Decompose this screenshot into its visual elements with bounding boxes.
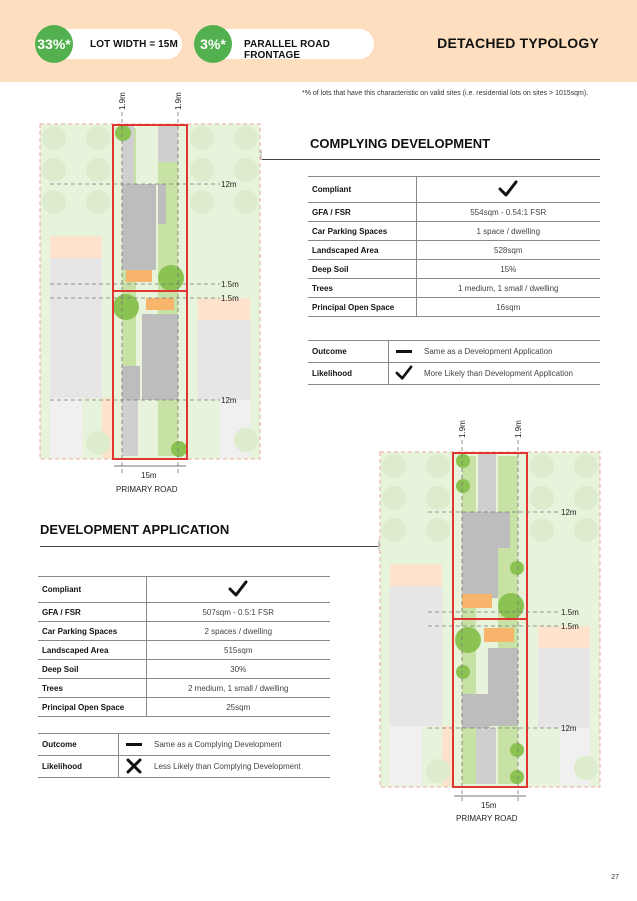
separation-lower-label: 1.5m [221, 294, 239, 303]
check-icon [228, 580, 248, 598]
development-title: DEVELOPMENT APPLICATION [40, 522, 230, 537]
development-outcome-table [38, 733, 330, 778]
check-icon [498, 180, 518, 198]
row-label: Car Parking Spaces [38, 622, 146, 641]
development-table [38, 576, 330, 717]
table-row [38, 577, 330, 603]
side-setback-right-label: 1.9m [514, 420, 523, 438]
row-label: Compliant [38, 577, 146, 603]
dash-icon [118, 734, 150, 756]
row-label: Landscaped Area [308, 241, 416, 260]
complying-title: COMPLYING DEVELOPMENT [310, 136, 491, 151]
complying-site-diagram [30, 88, 270, 500]
cross-icon [118, 756, 150, 778]
row-value [146, 577, 330, 603]
row-value: 515sqm [146, 641, 330, 660]
likelihood-label: Likelihood [38, 756, 118, 778]
separation-upper-label: 1.5m [221, 280, 239, 289]
development-connector [376, 540, 382, 554]
outcome-label: Outcome [38, 734, 118, 756]
road-frontage-label: PARALLEL ROAD FRONTAGE [244, 39, 330, 61]
table-row [38, 622, 330, 641]
table-row [308, 177, 600, 203]
row-value: 2 medium, 1 small / dwelling [146, 679, 330, 698]
table-row [308, 298, 600, 317]
front-setback-label: 12m [221, 180, 237, 189]
row-value: 25sqm [146, 698, 330, 717]
separation-upper-label: 1.5m [561, 608, 579, 617]
row-label: GFA / FSR [308, 203, 416, 222]
road-frontage-percent-badge: 3%* [194, 25, 232, 63]
header-band [0, 0, 637, 82]
complying-outcome-table [308, 340, 600, 385]
table-row [308, 260, 600, 279]
table-row [308, 363, 600, 385]
row-value [416, 177, 600, 203]
development-site-diagram [370, 416, 610, 828]
table-row [308, 341, 600, 363]
lot-width-percent-badge: 33%* [35, 25, 73, 63]
complying-title-rule [262, 159, 600, 160]
row-value: 1 space / dwelling [416, 222, 600, 241]
row-label: Principal Open Space [38, 698, 146, 717]
row-label: GFA / FSR [38, 603, 146, 622]
table-row [38, 603, 330, 622]
table-row [308, 203, 600, 222]
table-row [308, 222, 600, 241]
rear-setback-label: 12m [561, 724, 577, 733]
side-setback-left-label: 1.9m [118, 92, 127, 110]
table-row [38, 734, 330, 756]
row-value: 1 medium, 1 small / dwelling [416, 279, 600, 298]
side-setback-left-label: 1.9m [458, 420, 467, 438]
row-label: Trees [38, 679, 146, 698]
row-label: Landscaped Area [38, 641, 146, 660]
row-value: 507sqm - 0.5:1 FSR [146, 603, 330, 622]
complying-table [308, 176, 600, 317]
development-title-rule [40, 546, 378, 547]
lot-width-dimension: 15m [481, 801, 497, 810]
primary-road-label: PRIMARY ROAD [456, 814, 518, 823]
lot-width-dimension: 15m [141, 471, 157, 480]
row-label: Car Parking Spaces [308, 222, 416, 241]
row-value: 528sqm [416, 241, 600, 260]
likelihood-text: Less Likely than Complying Development [150, 756, 330, 778]
outcome-text: Same as a Complying Development [150, 734, 330, 756]
likelihood-label: Likelihood [308, 363, 388, 385]
lot-width-label: LOT WIDTH = 15M [90, 39, 178, 50]
row-value: 16sqm [416, 298, 600, 317]
typology-title: DETACHED TYPOLOGY [437, 35, 599, 51]
table-row [308, 279, 600, 298]
front-setback-label: 12m [561, 508, 577, 517]
table-row [38, 756, 330, 778]
separation-lower-label: 1.5m [561, 622, 579, 631]
rear-setback-label: 12m [221, 396, 237, 405]
complying-connector [258, 150, 264, 164]
side-setback-right-label: 1.9m [174, 92, 183, 110]
outcome-label: Outcome [308, 341, 388, 363]
row-value: 2 spaces / dwelling [146, 622, 330, 641]
page-number: 27 [611, 874, 619, 881]
table-row [38, 679, 330, 698]
row-label: Compliant [308, 177, 416, 203]
dash-icon [388, 341, 420, 363]
row-value: 554sqm - 0.54:1 FSR [416, 203, 600, 222]
row-value: 15% [416, 260, 600, 279]
row-label: Deep Soil [308, 260, 416, 279]
outcome-text: Same as a Development Application [420, 341, 600, 363]
table-row [38, 641, 330, 660]
primary-road-label: PRIMARY ROAD [116, 485, 178, 494]
row-label: Principal Open Space [308, 298, 416, 317]
footnote: *% of lots that have this characteristic on valid sites (i.e. residential lots on sites > 1015sqm). [302, 90, 589, 97]
row-label: Deep Soil [38, 660, 146, 679]
row-value: 30% [146, 660, 330, 679]
table-row [308, 241, 600, 260]
table-row [38, 698, 330, 717]
row-label: Trees [308, 279, 416, 298]
table-row [38, 660, 330, 679]
check-icon [388, 363, 420, 385]
likelihood-text: More Likely than Development Application [420, 363, 600, 385]
